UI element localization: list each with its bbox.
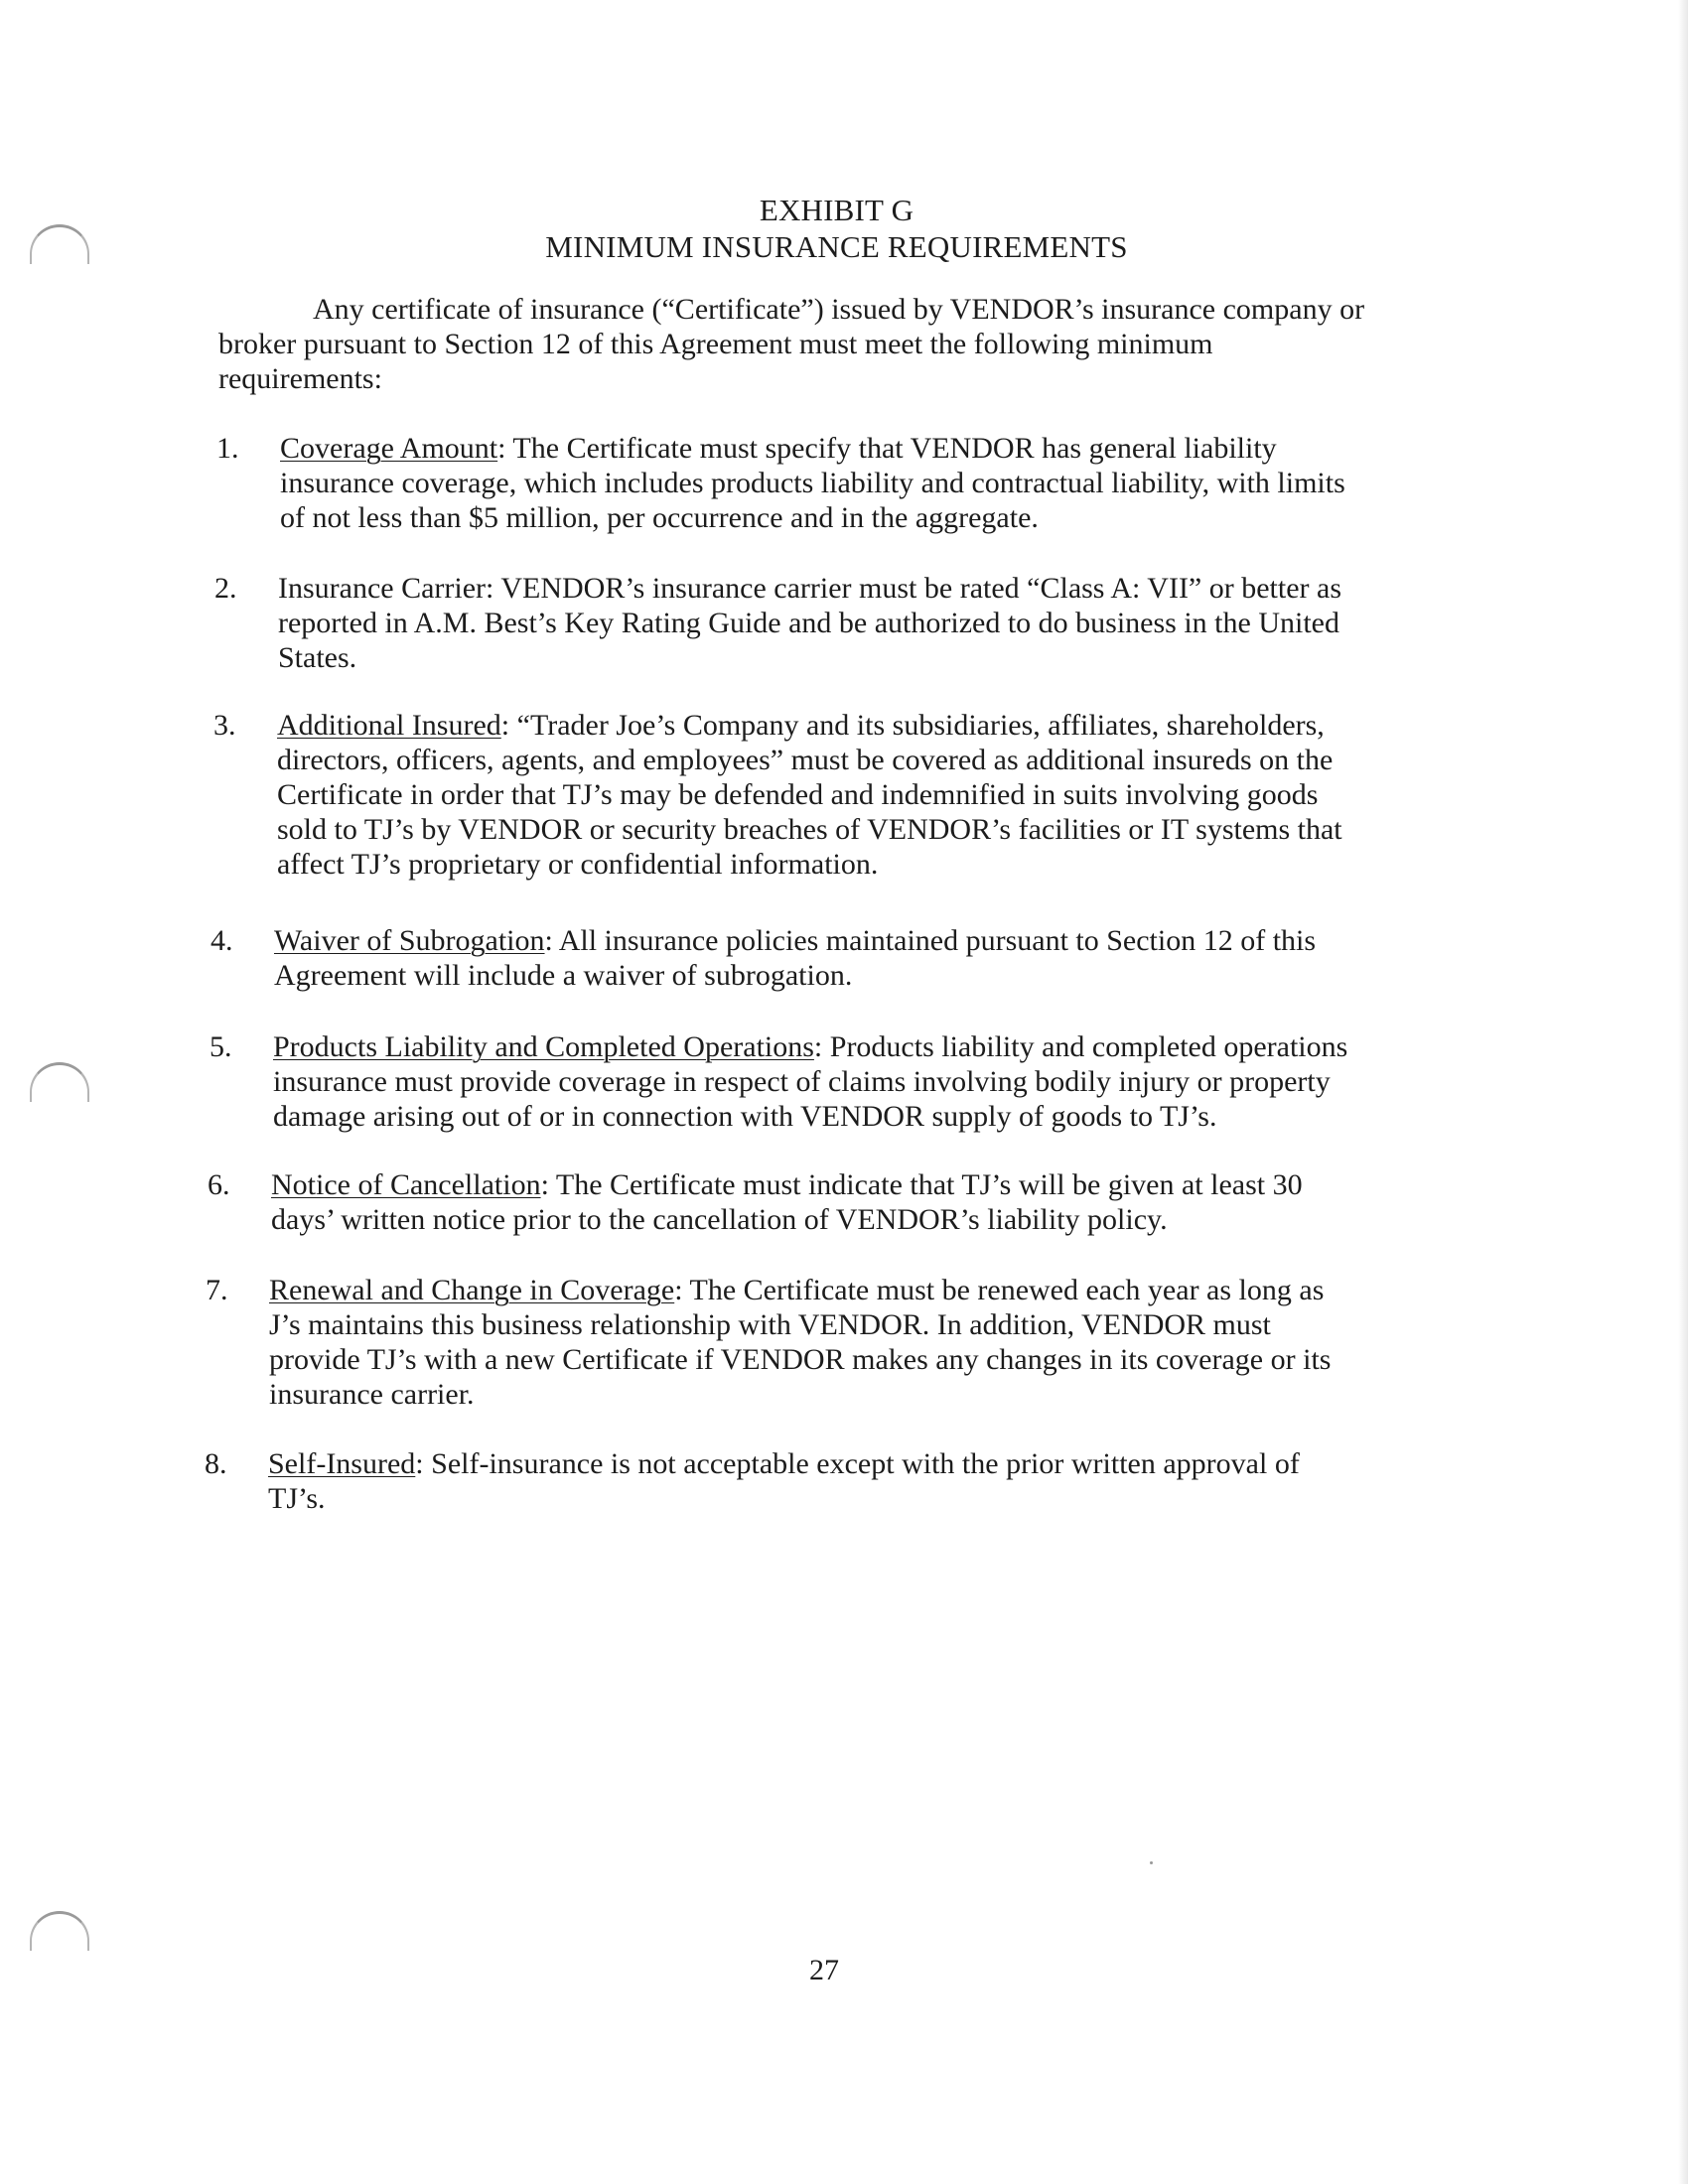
item-number: 5. [210, 1030, 232, 1063]
item-line: sold to TJ’s by VENDOR or security breaches of VENDOR’s facilities or IT systems that [277, 813, 1342, 846]
item-body [268, 1446, 1450, 1516]
item-line [271, 1167, 1453, 1202]
item-number: 3. [213, 709, 236, 742]
intro-line: broker pursuant to Section 12 of this Agreement must meet the following minimum [218, 328, 1213, 360]
item-line [274, 923, 1456, 958]
intro-line: Any certificate of insurance (“Certificate”) issued by VENDOR’s insurance company or [313, 293, 1365, 326]
page-edge-shadow [1678, 0, 1688, 2184]
item-text: : Products liability and completed operations [813, 1030, 1348, 1063]
item-body [271, 1167, 1453, 1237]
page-number: 27 [809, 1954, 839, 1986]
item-line: of not less than $5 million, per occurrence and in the aggregate. [280, 501, 1039, 534]
document-title: MINIMUM INSURANCE REQUIREMENTS [545, 229, 1128, 264]
item-number: 6. [208, 1168, 230, 1201]
item-body [269, 1273, 1451, 1412]
item-body [273, 1029, 1455, 1134]
item-line: States. [278, 641, 357, 674]
item-body [274, 923, 1456, 993]
item-line: Certificate in order that TJ’s may be defended and indemnified in suits involving goods [277, 778, 1319, 811]
item-line: days’ written notice prior to the cancellation of VENDOR’s liability policy. [271, 1203, 1168, 1236]
item-text: : The Certificate must indicate that TJ’s will be given at least 30 [540, 1168, 1303, 1201]
item-line: reported in A.M. Best’s Key Rating Guide and be authorized to do business in the United [278, 607, 1339, 639]
item-line: provide TJ’s with a new Certificate if VENDOR makes any changes in its coverage or its [269, 1343, 1332, 1376]
punch-hole-mark-middle [30, 1062, 89, 1102]
item-line: Agreement will include a waiver of subrogation. [274, 959, 853, 992]
item-term: Self-Insured [268, 1447, 416, 1480]
exhibit-label: EXHIBIT G [759, 193, 914, 227]
item-line: affect TJ’s proprietary or confidential information. [277, 848, 879, 881]
item-term: Coverage Amount [280, 432, 498, 465]
item-text: : Self-insurance is not acceptable except with the prior written approval of [415, 1447, 1300, 1480]
item-text: : The Certificate must specify that VENDOR has general liability [497, 432, 1277, 465]
item-line: TJ’s. [268, 1482, 326, 1515]
intro-line: requirements: [218, 362, 382, 395]
item-body [280, 431, 1462, 535]
item-line: insurance carrier. [269, 1378, 475, 1411]
item-line [280, 431, 1462, 466]
item-line [268, 1446, 1450, 1481]
item-line: directors, officers, agents, and employees” must be covered as additional insureds on the [277, 744, 1334, 776]
item-line: damage arising out of or in connection with VENDOR supply of goods to TJ’s. [273, 1100, 1217, 1133]
item-number: 8. [205, 1447, 227, 1480]
item-text: : “Trader Joe’s Company and its subsidiaries, affiliates, shareholders, [500, 709, 1325, 742]
item-text: : All insurance policies maintained pursuant to Section 12 of this [544, 924, 1317, 957]
item-number: 7. [206, 1274, 228, 1306]
item-number: 1. [216, 432, 239, 465]
item-line: insurance must provide coverage in respect of claims involving bodily injury or property [273, 1065, 1331, 1098]
item-line: insurance coverage, which includes products liability and contractual liability, with limits [280, 467, 1345, 499]
item-term: Renewal and Change in Coverage [269, 1274, 675, 1306]
item-term: Waiver of Subrogation [274, 924, 545, 957]
item-term: Additional Insured [277, 709, 501, 742]
punch-hole-mark-bottom [30, 1911, 89, 1951]
item-line [273, 1029, 1455, 1064]
scan-speck [1150, 1861, 1153, 1864]
item-term: Notice of Cancellation [271, 1168, 541, 1201]
item-line: Insurance Carrier: VENDOR’s insurance carrier must be rated “Class A: VII” or better as [278, 572, 1342, 605]
item-text: : The Certificate must be renewed each year as long as [674, 1274, 1325, 1306]
item-line [269, 1273, 1451, 1307]
item-number: 2. [214, 572, 237, 605]
item-body [277, 708, 1459, 882]
item-line: J’s maintains this business relationship with VENDOR. In addition, VENDOR must [269, 1308, 1271, 1341]
item-number: 4. [211, 924, 233, 957]
intro-paragraph [218, 292, 1440, 396]
item-body [278, 571, 1460, 675]
item-line [277, 708, 1459, 743]
item-term: Products Liability and Completed Operations [273, 1030, 814, 1063]
